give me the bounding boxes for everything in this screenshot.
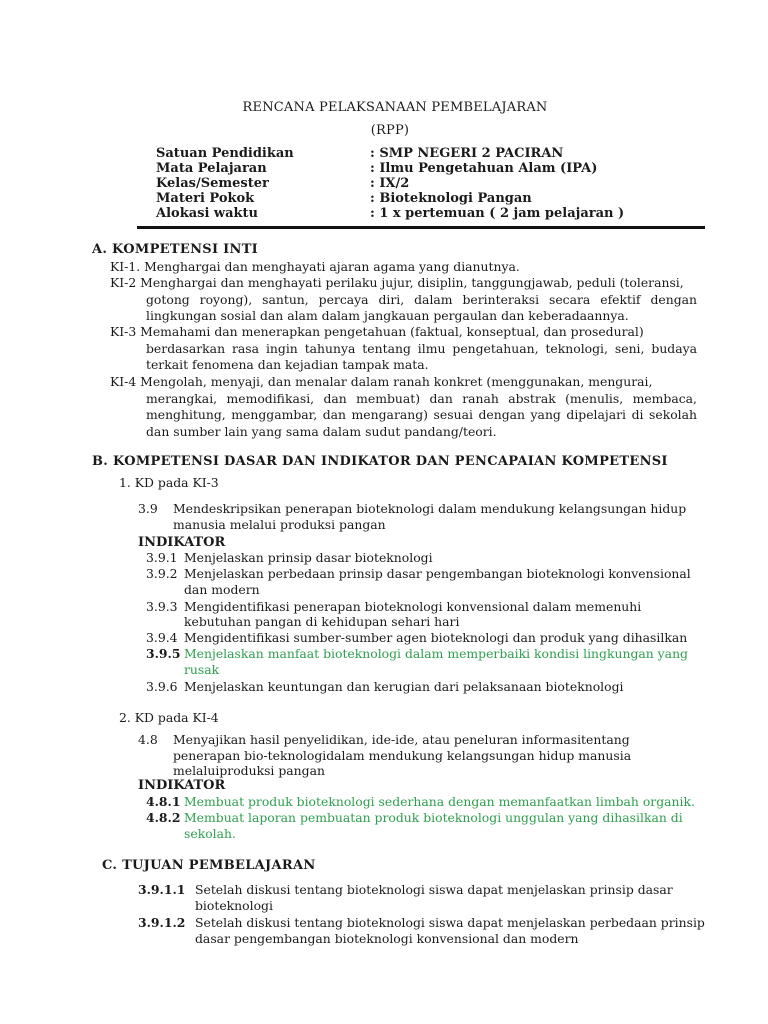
indicator-num: 3.9.6 — [146, 679, 178, 694]
ki-2-rest: gotong royong), santun, percaya diri, dalam berinteraksi secara efektif dengan lingkungan sosial dan alam dalam jangkauan pergaulan dan keberadaannya. — [146, 291, 697, 323]
section-a-heading: A. KOMPETENSI INTI — [92, 242, 259, 257]
page-subtitle: (RPP) — [370, 123, 410, 138]
page-title: RENCANA PELAKSANAAN PEMBELAJARAN — [242, 100, 548, 115]
indicator-num-highlight: 4.8.1 — [146, 794, 181, 809]
indicator-text-highlight-cont: rusak — [184, 662, 220, 677]
tujuan-text: Setelah diskusi tentang bioteknologi siswa dapat menjelaskan perbedaan prinsip — [195, 915, 705, 930]
indicator-num: 3.9.2 — [146, 566, 178, 581]
kd3-text-line2: manusia melalui produksi pangan — [173, 517, 386, 532]
info-label-materi: Materi Pokok — [156, 191, 255, 206]
indicator-text: Mengidentifikasi sumber-sumber agen bioteknologi dan produk yang dihasilkan — [184, 630, 688, 645]
indicator-num-highlight: 4.8.2 — [146, 810, 181, 825]
indicator-text-cont: kebutuhan pangan di kehidupan sehari hari — [184, 614, 460, 629]
indicator-num-highlight: 3.9.5 — [146, 646, 181, 661]
header-divider — [137, 226, 705, 229]
kd4-indikator-label: INDIKATOR — [138, 778, 226, 793]
tujuan-num: 3.9.1.1 — [138, 882, 186, 897]
indicator-text-highlight-cont: sekolah. — [184, 826, 236, 841]
indicator-text: Menjelaskan prinsip dasar bioteknologi — [184, 550, 433, 565]
indicator-text-cont: dan modern — [184, 582, 260, 597]
info-value-materi: : Bioteknologi Pangan — [370, 191, 532, 206]
ki-3-first-line: KI-3 Memahami dan menerapkan pengetahuan (faktual, konseptual, dan prosedural) — [110, 324, 644, 339]
info-value-mapel: : Ilmu Pengetahuan Alam (IPA) — [370, 161, 598, 176]
tujuan-text: Setelah diskusi tentang bioteknologi siswa dapat menjelaskan prinsip dasar — [195, 882, 673, 897]
kd3-number: 3.9 — [138, 501, 158, 516]
ki-2 — [110, 275, 697, 325]
indicator-text: Menjelaskan perbedaan prinsip dasar pengembangan bioteknologi konvensional — [184, 566, 691, 581]
kd4-text-line2: penerapan bio-teknologidalam mendukung kelangsungan hidup manusia — [173, 748, 632, 763]
ki-4 — [110, 374, 697, 440]
tujuan-num: 3.9.1.2 — [138, 915, 186, 930]
kd4-number: 4.8 — [138, 732, 158, 747]
ki-3 — [110, 324, 697, 374]
indicator-text: Mengidentifikasi penerapan bioteknologi konvensional dalam memenuhi — [184, 599, 642, 614]
indicator-text-highlight: Menjelaskan manfaat bioteknologi dalam memperbaiki kondisi lingkungan yang — [184, 646, 688, 661]
kd3-text-line1: Mendeskripsikan penerapan bioteknologi dalam mendukung kelangsungan hidup — [173, 501, 687, 516]
info-value-alokasi: : 1 x pertemuan ( 2 jam pelajaran ) — [370, 206, 625, 221]
kd3-indikator-label: INDIKATOR — [138, 535, 226, 550]
kd4-text-line1: Menyajikan hasil penyelidikan, ide-ide, atau peneluran informasitentang — [173, 732, 630, 747]
indicator-num: 3.9.4 — [146, 630, 178, 645]
kd3-label: 1. KD pada KI-3 — [119, 475, 219, 490]
indicator-text-highlight: Membuat laporan pembuatan produk bioteknologi unggulan yang dihasilkan di — [184, 810, 683, 825]
ki-1: KI-1. Menghargai dan menghayati ajaran agama yang dianutnya. — [110, 259, 520, 274]
info-label-alokasi: Alokasi waktu — [156, 206, 258, 221]
ki-4-first-line: KI-4 Mengolah, menyaji, dan menalar dalam ranah konkret (menggunakan, mengurai, — [110, 374, 653, 389]
info-label-satuan: Satuan Pendidikan — [156, 146, 294, 161]
ki-4-rest: merangkai, memodifikasi, dan membuat) dan ranah abstrak (menulis, membaca, menghitung, menggambar, dan mengarang) sesuai dengan yang dipelajari di sekolah dan sumber lain yang sama dalam sudut pandang/teori. — [146, 390, 697, 439]
ki-2-first-line: KI-2 Menghargai dan menghayati perilaku jujur, disiplin, tanggungjawab, peduli (toleransi, — [110, 275, 684, 290]
indicator-num: 3.9.3 — [146, 599, 178, 614]
indicator-num: 3.9.1 — [146, 550, 178, 565]
indicator-text: Menjelaskan keuntungan dan kerugian dari pelaksanaan bioteknologi — [184, 679, 624, 694]
info-value-kelas: : IX/2 — [370, 176, 410, 191]
section-c-heading: C. TUJUAN PEMBELAJARAN — [102, 858, 316, 873]
section-b-heading: B. KOMPETENSI DASAR DAN INDIKATOR DAN PENCAPAIAN KOMPETENSI — [92, 454, 668, 469]
tujuan-text-cont: dasar pengembangan bioteknologi konvensional dan modern — [195, 931, 579, 946]
ki-3-rest: berdasarkan rasa ingin tahunya tentang ilmu pengetahuan, teknologi, seni, budaya terkait fenomena dan kejadian tampak mata. — [146, 340, 697, 372]
info-value-satuan: : SMP NEGERI 2 PACIRAN — [370, 146, 564, 161]
kd4-label: 2. KD pada KI-4 — [119, 710, 219, 725]
indicator-text-highlight: Membuat produk bioteknologi sederhana dengan memanfaatkan limbah organik. — [184, 794, 695, 809]
tujuan-text-cont: bioteknologi — [195, 898, 273, 913]
kd4-text-line3: melaluiproduksi pangan — [173, 763, 325, 778]
info-label-kelas: Kelas/Semester — [156, 176, 269, 191]
info-label-mapel: Mata Pelajaran — [156, 161, 267, 176]
